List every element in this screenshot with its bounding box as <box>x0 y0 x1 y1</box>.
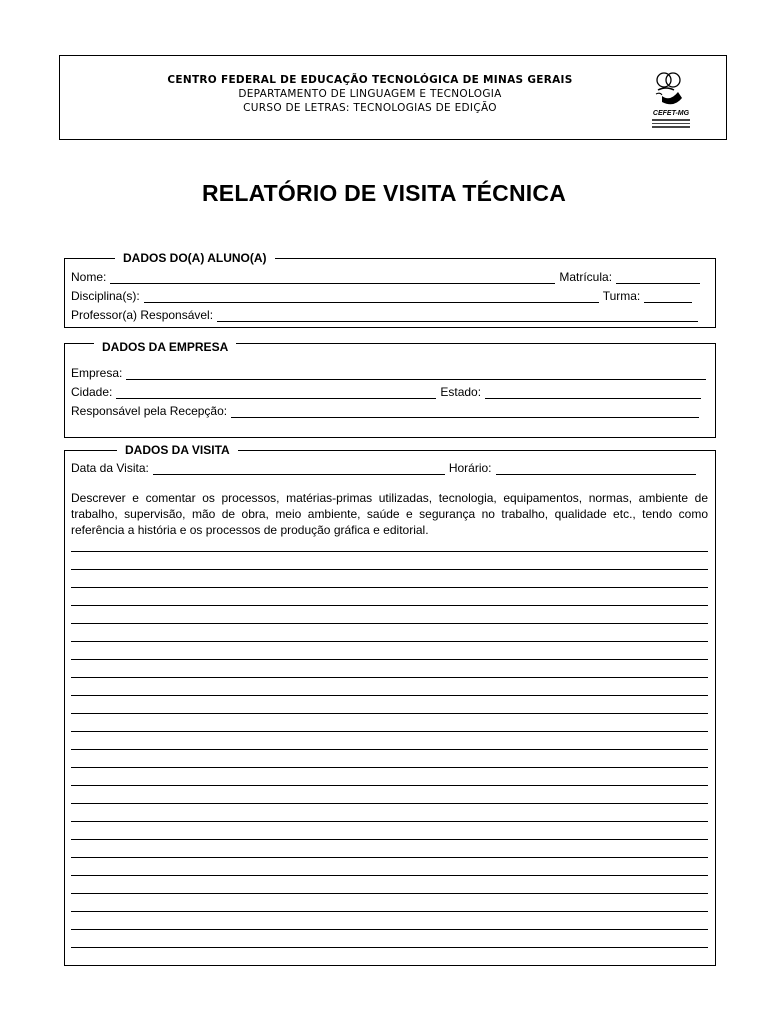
writing-line[interactable] <box>71 803 708 804</box>
logo-subtext <box>652 119 690 130</box>
writing-line[interactable] <box>71 749 708 750</box>
writing-line[interactable] <box>71 875 708 876</box>
cefet-emblem-icon <box>648 68 694 110</box>
visit-date-field[interactable] <box>153 463 445 475</box>
city-label: Cidade: <box>71 385 113 399</box>
student-section-legend: DADOS DO(A) ALUNO(A) <box>115 251 275 265</box>
visit-section-legend: DADOS DA VISITA <box>117 443 238 457</box>
professor-row <box>71 308 698 322</box>
company-row <box>71 366 706 380</box>
writing-line[interactable] <box>71 929 708 930</box>
reception-row <box>71 404 699 418</box>
writing-line[interactable] <box>71 731 708 732</box>
registration-field[interactable] <box>616 272 700 284</box>
writing-line[interactable] <box>71 695 708 696</box>
name-label: Nome: <box>71 270 107 284</box>
writing-line[interactable] <box>71 659 708 660</box>
state-field[interactable] <box>485 387 701 399</box>
company-section-legend: DADOS DA EMPRESA <box>94 340 236 354</box>
writing-line[interactable] <box>71 641 708 642</box>
reception-field[interactable] <box>231 406 699 418</box>
writing-line[interactable] <box>71 893 708 894</box>
discipline-row <box>71 289 692 303</box>
visit-date-row <box>71 461 696 475</box>
page-title: RELATÓRIO DE VISITA TÉCNICA <box>201 180 567 206</box>
institution-header <box>59 55 727 140</box>
registration-label: Matrícula: <box>559 270 613 284</box>
class-label: Turma: <box>602 289 641 303</box>
writing-line[interactable] <box>71 587 708 588</box>
logo-wordmark: CEFET-MG <box>652 110 690 117</box>
writing-line[interactable] <box>71 821 708 822</box>
visit-time-label: Horário: <box>448 461 492 475</box>
writing-line[interactable] <box>71 785 708 786</box>
writing-line[interactable] <box>71 605 708 606</box>
cefet-logo <box>648 68 694 132</box>
writing-line[interactable] <box>71 551 708 552</box>
professor-field[interactable] <box>217 310 698 322</box>
city-row <box>71 385 701 399</box>
visit-time-field[interactable] <box>496 463 696 475</box>
writing-line[interactable] <box>71 713 708 714</box>
student-name-row <box>71 270 700 284</box>
writing-line[interactable] <box>71 623 708 624</box>
writing-line[interactable] <box>71 857 708 858</box>
writing-line[interactable] <box>71 911 708 912</box>
writing-line[interactable] <box>71 569 708 570</box>
reception-label: Responsável pela Recepção: <box>71 404 228 418</box>
city-field[interactable] <box>116 387 436 399</box>
company-field[interactable] <box>126 368 706 380</box>
name-field[interactable] <box>110 272 555 284</box>
institution-text <box>60 73 680 115</box>
writing-line[interactable] <box>71 677 708 678</box>
discipline-label: Disciplina(s): <box>71 289 140 303</box>
course-name: CURSO DE LETRAS: TECNOLOGIAS DE EDIÇÃO <box>243 102 497 114</box>
state-label: Estado: <box>440 385 482 399</box>
professor-label: Professor(a) Responsável: <box>71 308 214 322</box>
institution-name: CENTRO FEDERAL DE EDUCAÇÃO TECNOLÓGICA DE MINAS GERAIS <box>167 74 573 86</box>
writing-line[interactable] <box>71 839 708 840</box>
discipline-field[interactable] <box>144 291 599 303</box>
company-label: Empresa: <box>71 366 123 380</box>
writing-line[interactable] <box>71 947 708 948</box>
class-field[interactable] <box>644 291 692 303</box>
department-name: DEPARTAMENTO DE LINGUAGEM E TECNOLOGIA <box>238 88 502 100</box>
visit-instructions: Descrever e comentar os processos, matérias-primas utilizadas, tecnologia, equipamentos, normas, ambiente de trabalho, supervisão, mão de obra, meio ambiente, saúde e segurança no trabalho, qualidade etc., tendo como referência a história e os processos de produção gráfica e editorial. <box>71 491 708 537</box>
visit-date-label: Data da Visita: <box>71 461 149 475</box>
writing-line[interactable] <box>71 767 708 768</box>
